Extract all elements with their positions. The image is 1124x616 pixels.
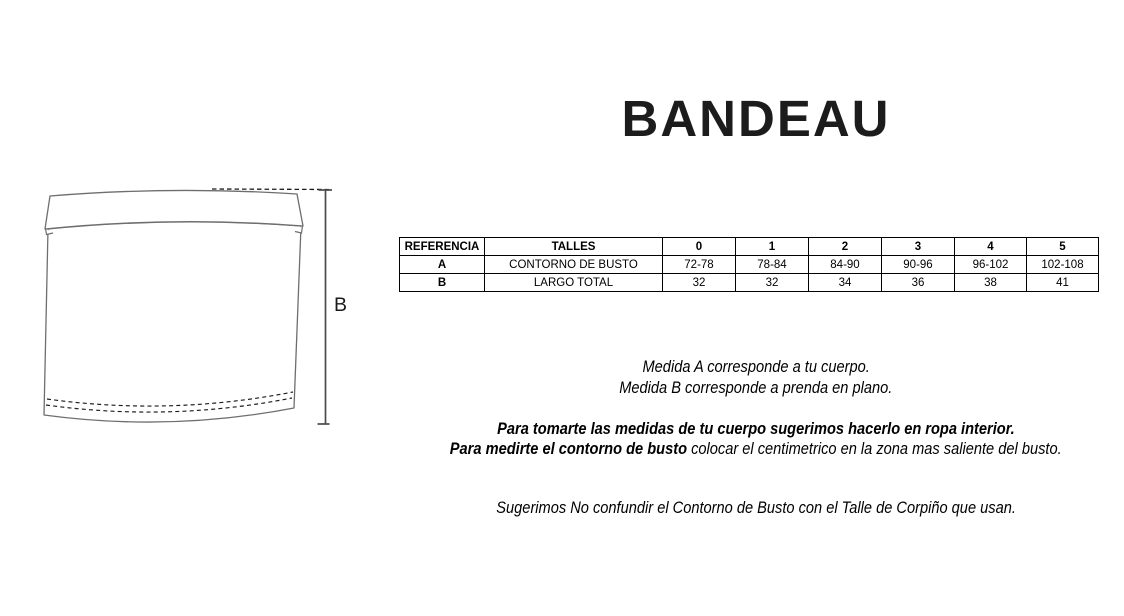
garment-body-outline [44,222,301,422]
value-cell: 96-102 [955,256,1027,274]
measure-name-cell: CONTORNO DE BUSTO [485,256,663,274]
col-header-size-2: 2 [809,238,882,256]
value-cell: 90-96 [882,256,955,274]
size-table-header-row [400,238,1099,256]
note-warning-text: Sugerimos No confundir el Contorno de Busto con el Talle de Corpiño que usan. [496,498,1016,517]
size-table [399,237,1099,292]
note-contorno-busto [450,439,1062,459]
value-cell: 72-78 [663,256,736,274]
value-cell: 38 [955,274,1027,292]
note-medida-a: Medida A corresponde a tu cuerpo. [642,357,870,376]
ref-b-cell: B [400,274,485,292]
value-cell: 102-108 [1027,256,1099,274]
garment-sketch [0,0,380,460]
table-row-contorno-busto [400,256,1099,274]
col-header-size-3: 3 [882,238,955,256]
table-row-largo-total [400,274,1099,292]
note-contorno-busto-bold: Para medirte el contorno de busto [450,439,688,458]
col-header-size-5: 5 [1027,238,1099,256]
value-cell: 32 [736,274,809,292]
top-guide-dashed-line [212,189,331,190]
note-warning-corpino [400,498,1112,518]
value-cell: 78-84 [736,256,809,274]
ref-a-cell: A [400,256,485,274]
value-cell: 84-90 [809,256,882,274]
note-measures-correspondence [400,356,1112,398]
page-title: BANDEAU [621,90,891,147]
col-header-size-1: 1 [736,238,809,256]
col-header-size-4: 4 [955,238,1027,256]
note-how-to-measure [400,419,1112,459]
value-cell: 32 [663,274,736,292]
measure-name-cell: LARGO TOTAL [485,274,663,292]
measure-label-b: B [334,294,348,316]
note-contorno-busto-rest: colocar el centimetrico en la zona mas saliente del busto. [687,439,1062,458]
note-medida-b: Medida B corresponde a prenda en plano. [619,378,893,397]
value-cell: 36 [882,274,955,292]
col-header-size-0: 0 [663,238,736,256]
value-cell: 41 [1027,274,1099,292]
col-header-referencia: REFERENCIA [400,238,485,256]
value-cell: 34 [809,274,882,292]
col-header-talles: TALLES [485,238,663,256]
note-ropa-interior: Para tomarte las medidas de tu cuerpo sugerimos hacerlo en ropa interior. [497,419,1015,438]
